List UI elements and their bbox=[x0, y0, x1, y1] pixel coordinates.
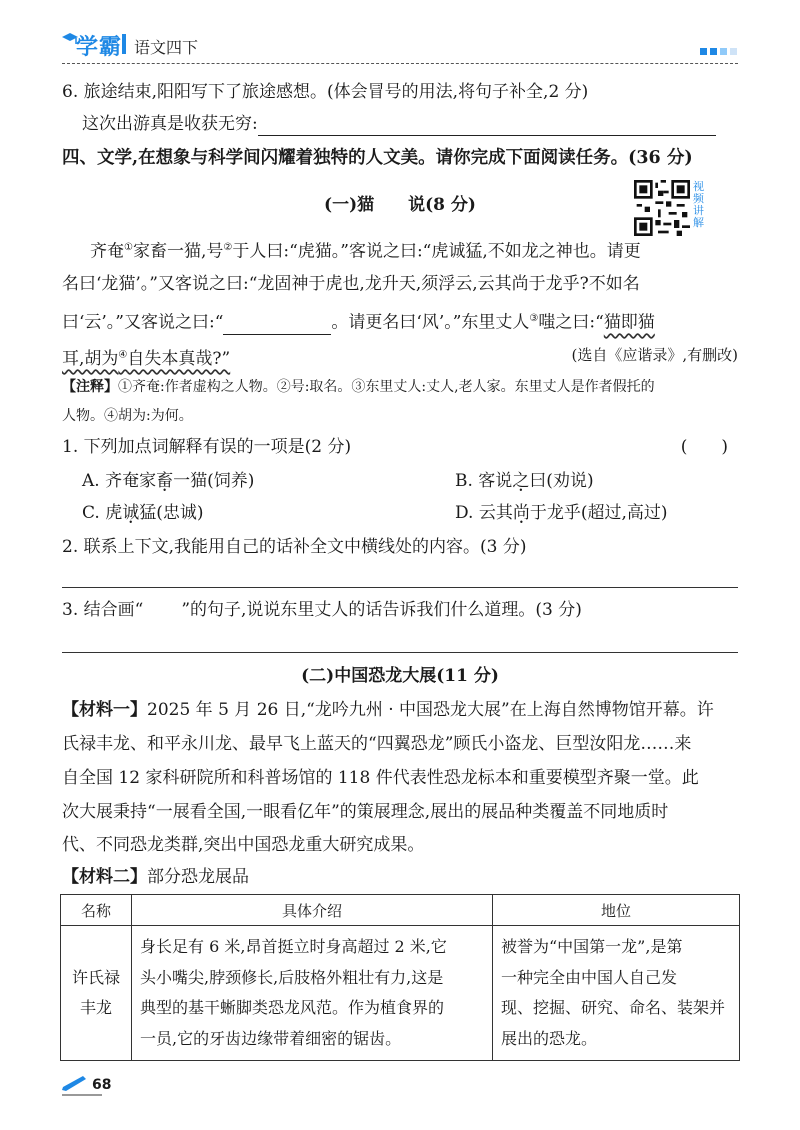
dinosaur-exhibit-table bbox=[60, 894, 740, 1061]
header-rule bbox=[62, 63, 738, 64]
table-header-row bbox=[61, 895, 740, 926]
question-1-option-b[interactable]: B. 客说之曰(劝说) bbox=[455, 471, 594, 491]
qr-code-icon[interactable] bbox=[634, 180, 690, 236]
question-2-stem: 2. 联系上下文,我能用自己的话补全文中横线处的内容。(3 分) bbox=[62, 537, 527, 557]
question-6-stem: 6. 旅途结束,阳阳写下了旅途感想。(体会冒号的用法,将句子补全,2 分) bbox=[62, 82, 589, 102]
question-3-stem: 3. 结合画“ ”的句子,说说东里丈人的话告诉我们什么道理。(3 分) bbox=[62, 600, 582, 620]
table-cell-status: 被誉为“中国第一龙”,是第 一种完全由中国人自己发 现、挖掘、研究、命名、装架并 展出的恐龙。 bbox=[493, 926, 740, 1061]
question-1-option-a[interactable]: A. 齐奄家畜一猫(饲养) bbox=[82, 471, 255, 491]
annotation-line-1: 【注释】①齐奄:作者虚构之人物。②号:取名。③东里丈人:丈人,老人家。东里丈人是作者假托的 bbox=[62, 379, 655, 395]
part-2-title: (二)中国恐龙大展(11 分) bbox=[301, 666, 499, 686]
table-row bbox=[61, 926, 740, 1061]
question-1-answer-bracket[interactable]: ( ) bbox=[680, 437, 728, 457]
graduation-cap-icon bbox=[62, 32, 78, 46]
video-explanation-link[interactable]: 视频讲解 bbox=[693, 180, 704, 229]
wavy-underline-sample bbox=[143, 598, 181, 622]
passage-source: (选自《应谐录》,有删改) bbox=[571, 346, 738, 364]
material-1-line-2: 氏禄丰龙、和平永川龙、最早飞上蓝天的“四翼恐龙”顾氏小盗龙、巨型汝阳龙……来 bbox=[62, 734, 692, 754]
section-4-heading: 四、文学,在想象与科学间闪耀着独特的人文美。请你完成下面阅读任务。(36 分) bbox=[62, 148, 693, 168]
table-cell-intro: 身长足有 6 米,昂首挺立时身高超过 2 米,它 头小嘴尖,脖颈修长,后肢格外粗壮有力,这是 典型的基干蜥脚类恐龙风范。作为植食界的 一员,它的牙齿边缘带着细密的锯齿。 bbox=[132, 926, 493, 1061]
material-1-line-4: 次大展秉持“一展看全国,一眼看亿年”的策展理念,展出的展品种类覆盖不同地质时 bbox=[62, 802, 669, 822]
passage-fill-blank[interactable] bbox=[223, 316, 331, 335]
question-1-option-c[interactable]: C. 虎诚猛(忠诚) bbox=[82, 503, 204, 523]
question-2-answer-line[interactable] bbox=[62, 587, 738, 588]
brand-logo: 学霸 bbox=[76, 35, 123, 60]
header-square-icon bbox=[710, 48, 717, 55]
material-1-line-3: 自全国 12 家科研院所和科普场馆的 118 件代表性恐龙标本和重要模型齐聚一堂。此 bbox=[62, 768, 699, 788]
material-1-line-1: 【材料一】2025 年 5 月 26 日,“龙吟九州 · 中国恐龙大展”在上海自然博物馆开幕。许 bbox=[62, 700, 714, 720]
question-3-answer-line[interactable] bbox=[62, 652, 738, 653]
question-1-option-d[interactable]: D. 云其尚于龙乎(超过,高过) bbox=[455, 503, 668, 523]
table-header: 名称 bbox=[61, 895, 132, 926]
table-cell-name: 许氏禄 丰龙 bbox=[61, 926, 132, 1061]
part-1-title: (一)猫 说(8 分) bbox=[324, 195, 476, 215]
table-header: 地位 bbox=[493, 895, 740, 926]
passage-line-3: 曰‘云’。”又客说之曰:“ 。请更名曰‘风’。”东里丈人③嗤之曰:“猫即猫 bbox=[62, 312, 655, 333]
table-header: 具体介绍 bbox=[132, 895, 493, 926]
passage-line-1: 齐奄①家畜一猫,号②于人曰:“虎猫。”客说之曰:“虎诚猛,不如龙之神也。请更 bbox=[90, 241, 641, 262]
footer-rule bbox=[62, 1094, 102, 1096]
annotation-line-2: 人物。④胡为:为何。 bbox=[62, 408, 193, 424]
header-divider bbox=[122, 34, 126, 54]
question-1-stem: 1. 下列加点词解释有误的一项是(2 分) ( ) bbox=[62, 437, 728, 457]
passage-line-2: 名曰‘龙猫’。”又客说之曰:“龙固神于虎也,龙升天,须浮云,云其尚于龙乎?不如名 bbox=[62, 274, 640, 294]
header-square-icon bbox=[720, 48, 727, 55]
question-6-answer-blank[interactable] bbox=[258, 117, 716, 136]
page-number: 68 bbox=[92, 1077, 112, 1093]
pencil-icon bbox=[62, 1076, 88, 1092]
question-6-prompt: 这次出游真是收获无穷: bbox=[82, 112, 738, 136]
header-square-icon bbox=[700, 48, 707, 55]
material-1-line-5: 代、不同恐龙类群,突出中国恐龙重大研究成果。 bbox=[62, 835, 425, 855]
book-title: 语文四下 bbox=[134, 38, 199, 57]
material-2-heading: 【材料二】部分恐龙展品 bbox=[62, 867, 249, 887]
passage-line-4: 耳,胡为④自失本真哉?” (选自《应谐录》,有删改) bbox=[62, 343, 738, 371]
header-square-icon bbox=[730, 48, 737, 55]
